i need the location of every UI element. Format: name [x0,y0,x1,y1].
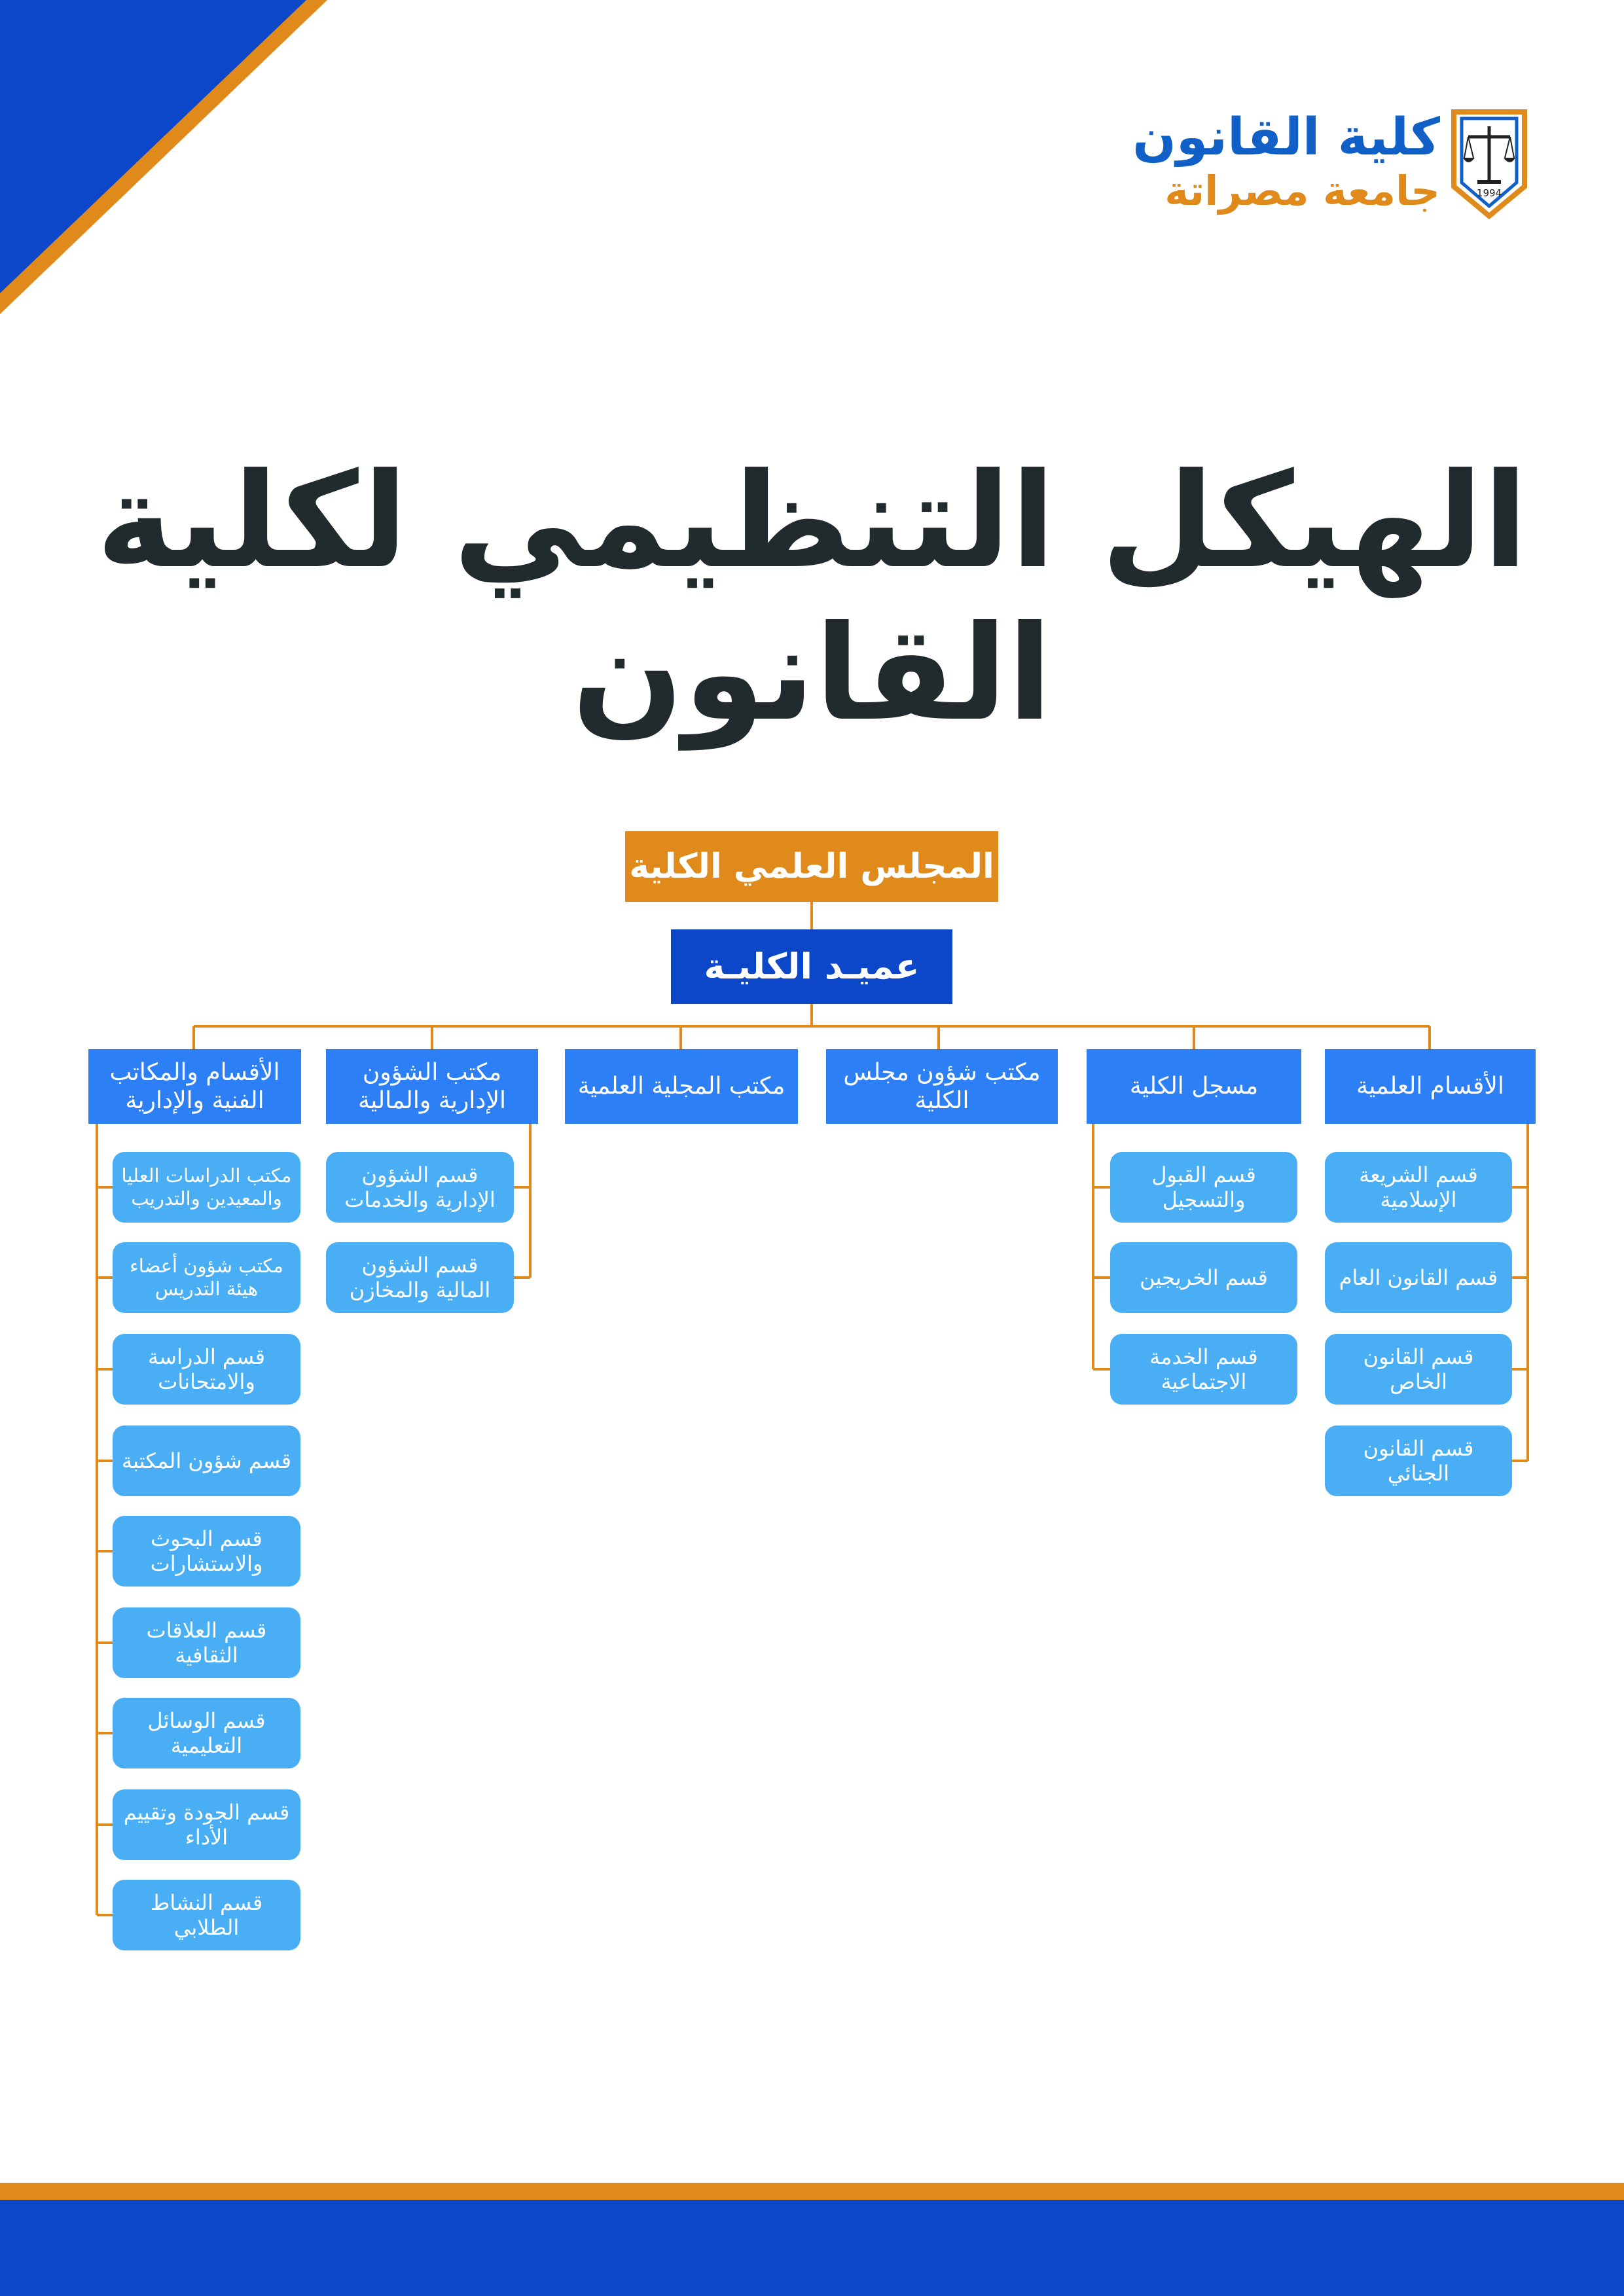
branch-academic-departments: الأقسام العلمية [1325,1049,1536,1124]
branch-admin-finance-office: مكتب الشؤون الإدارية والمالية [326,1049,538,1124]
sub-criminal-law-dept: قسم القانون الجنائي [1325,1426,1512,1496]
sub-admission-registration: قسم القبول والتسجيل [1110,1152,1297,1223]
sub-social-service: قسم الخدمة الاجتماعية [1110,1334,1297,1405]
logo-year: 1994 [1476,187,1502,199]
logo-college-name: كلية القانون [1132,108,1440,167]
dean-box: عميـد الكليـة [671,929,952,1004]
sub-graduates: قسم الخريجين [1110,1242,1297,1313]
branch-technical-admin-units: الأقسام والمكاتب الفنية والإدارية [88,1049,301,1124]
sub-educational-media: قسم الوسائل التعليمية [113,1698,300,1768]
branch-council-affairs-office: مكتب شؤون مجلس الكلية [826,1049,1058,1124]
page-title: الهيكل التنظيمي لكلية القانون [96,445,1528,750]
sub-public-law-dept: قسم القانون العام [1325,1242,1512,1313]
sub-graduate-studies-office: مكتب الدراسات العليا والمعيدين والتدريب [113,1152,300,1223]
sub-admin-affairs-services: قسم الشؤون الإدارية والخدمات [326,1152,514,1223]
branch-scientific-journal-office: مكتب المجلية العلمية [565,1049,798,1124]
branch-registrar: مسجل الكلية [1087,1049,1301,1124]
sub-cultural-relations: قسم العلاقات الثقافية [113,1607,300,1678]
sub-sharia-dept: قسم الشريعة الإسلامية [1325,1152,1512,1223]
sub-faculty-affairs-office: مكتب شؤون أعضاء هيئة التدريس [113,1242,300,1313]
footer-decoration [0,2183,1624,2296]
sub-private-law-dept: قسم القانون الخاص [1325,1334,1512,1405]
sub-financial-affairs-stores: قسم الشؤون المالية والمخازن [326,1242,514,1313]
sub-student-activity: قسم النشاط الطلابي [113,1880,300,1950]
sub-quality-evaluation: قسم الجودة وتقييم الأداء [113,1789,300,1860]
scientific-council-box: المجلس العلمي الكلية [625,831,998,902]
sub-studies-exams: قسم الدراسة والامتحانات [113,1334,300,1405]
logo-university-name: جامعة مصراتة [1164,167,1440,215]
sub-research-consulting: قسم البحوث والاستشارات [113,1516,300,1587]
sub-library-affairs: قسم شؤون المكتبة [113,1426,300,1496]
